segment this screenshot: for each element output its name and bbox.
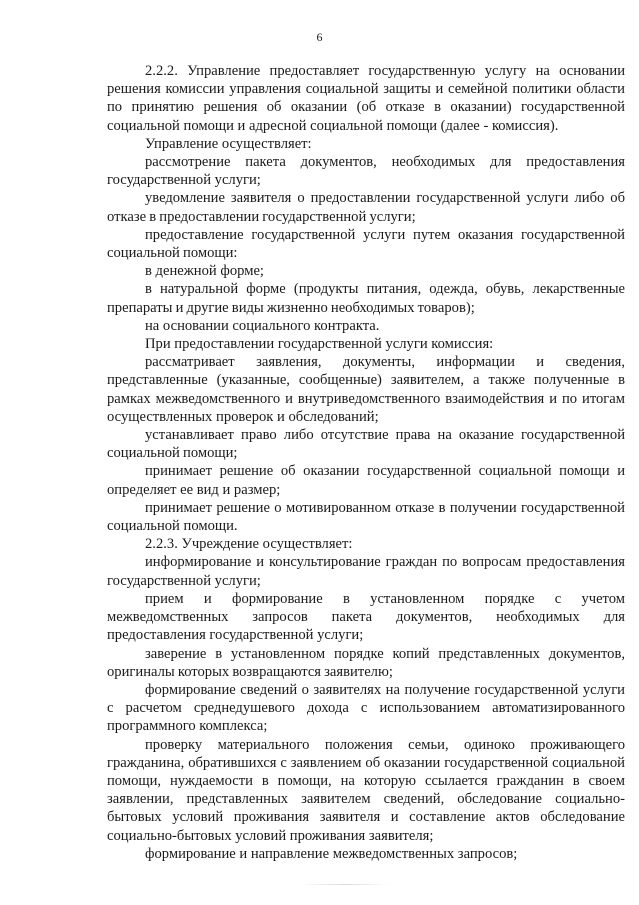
paragraph-2-2-2: 2.2.2. Управление предоставляет государственную услугу на основании решения комиссии управления социальной защиты и семейной политики области по принятию решения об оказании (об отказе в оказании) государственной социальной помощи и адресной социальной помощи (далее - комиссия). xyxy=(107,63,625,134)
paragraph-material-check: проверку материального положения семьи, одиноко проживающего гражданина, обратившихся с заявлением об оказании государственной социальной помощи, нуждаемости в помощи, на которую ссылается гражданин в своем заявлении, представленных заявителем сведений, обследование социально-бытовых условий проживания заявителя и составление актов обследование социально-бытовых условий проживания заявителя; xyxy=(107,736,625,844)
paragraph-commission-reviews: рассматривает заявления, документы, информации и сведения, представленные (указанные, сообщенные) заявителем, а также полученные в рамках межведомственного и внутриведомственного взаимодействия и по итогам осуществленных проверок и обследований; xyxy=(107,354,625,425)
paragraph-certification: заверение в установленном порядке копий представленных документов, оригиналы которых возвращаются заявителю; xyxy=(107,645,625,680)
page-number: 6 xyxy=(316,30,323,44)
paragraph-provide-service: предоставление государственной услуги путем оказания государственной социальной помощи: xyxy=(107,226,625,262)
paragraph-review-documents: рассмотрение пакета документов, необходимых для предоставления государственной услуги; xyxy=(107,154,625,189)
paragraph-cash-form: в денежной форме; xyxy=(145,263,264,280)
scan-artifact xyxy=(300,884,390,885)
paragraph-commission-decides: принимает решение об оказании государственной социальной помощи и определяет ее вид и размер; xyxy=(107,463,625,498)
paragraph-management-performs: Управление осуществляет: xyxy=(145,135,312,152)
paragraph-notify-applicant: уведомление заявителя о предоставлении государственной услуги либо об отказе в предоставлении государственной услуги; xyxy=(107,190,625,225)
paragraph-2-2-3: 2.2.3. Учреждение осуществляет: xyxy=(145,536,353,553)
paragraph-commission-establishes: устанавливает право либо отсутствие права на оказание государственной социальной помощи; xyxy=(107,427,625,462)
paragraph-informing: информирование и консультирование граждан по вопросам предоставления государственной услуги; xyxy=(107,554,625,589)
paragraph-commission-intro: При предоставлении государственной услуги комиссия: xyxy=(145,336,494,353)
paragraph-interagency-requests: формирование и направление межведомственных запросов; xyxy=(145,845,518,862)
paragraph-in-kind-form: в натуральной форме (продукты питания, одежда, обувь, лекарственные препараты и другие виды жизненно необходимых товаров); xyxy=(107,281,625,316)
document-body xyxy=(107,62,625,863)
paragraph-reception: прием и формирование в установленном порядке с учетом межведомственных запросов пакета документов, необходимых для предоставления государственной услуги; xyxy=(107,590,625,644)
paragraph-income-calculation: формирование сведений о заявителях на получение государственной услуги с расчетом среднедушевого дохода с использованием автоматизированного программного комплекса; xyxy=(107,681,625,735)
paragraph-social-contract: на основании социального контракта. xyxy=(145,317,380,334)
paragraph-commission-refuses: принимает решение о мотивированном отказе в получении государственной социальной помощи. xyxy=(107,499,625,535)
